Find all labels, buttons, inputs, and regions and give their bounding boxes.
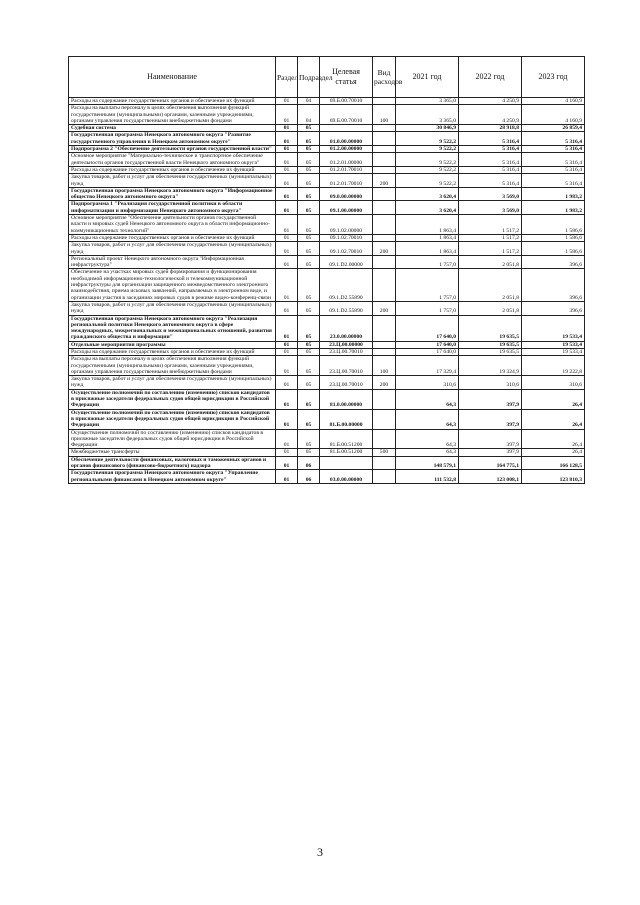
cell-razdel: 01 — [276, 187, 298, 201]
cell-vid — [373, 409, 396, 429]
cell-2023: 19 533,4 — [522, 315, 585, 341]
page-number: 3 — [317, 845, 323, 859]
cell-razdel: 01 — [276, 389, 298, 409]
cell-target — [320, 125, 373, 132]
cell-vid — [373, 315, 396, 341]
cell-name: Судебная система — [69, 125, 276, 132]
cell-vid — [373, 456, 396, 470]
cell-2022: 4 250,9 — [459, 98, 522, 105]
cell-vid — [373, 234, 396, 241]
cell-podrazdel: 05 — [298, 348, 320, 355]
cell-name: Государственная программа Ненецкого автономного округа "Реализация региональной политики Ненецкого автономного округа в сфере международных, межрегиональных и межнациональных отношений, развития гражданского общества и информации" — [69, 315, 276, 341]
cell-2022: 5 316,4 — [459, 174, 522, 188]
cell-2023: 166 128,5 — [522, 456, 585, 470]
cell-name: Осуществление полномочий по составлению (изменению) списков кандидатов в присяжные заседатели федеральных судов общей юрисдикции в Российской Федерации — [69, 409, 276, 429]
cell-2023: 1 983,2 — [522, 201, 585, 215]
cell-2023: 1 586,6 — [522, 234, 585, 241]
cell-2023: 5 316,4 — [522, 166, 585, 173]
cell-2022: 123 008,1 — [459, 470, 522, 484]
cell-2021: 30 846,9 — [396, 125, 459, 132]
table-row — [69, 201, 585, 215]
cell-name: Расходы на содержание государственных органов и обеспечение их функций — [69, 166, 276, 173]
cell-2021: 1 863,4 — [396, 242, 459, 256]
table-row — [69, 315, 585, 341]
cell-vid — [373, 255, 396, 269]
cell-2022: 2 051,8 — [459, 269, 522, 301]
cell-target: 23.Ц.00.00000 — [320, 341, 373, 348]
table-row — [69, 348, 585, 355]
cell-razdel: 01 — [276, 215, 298, 235]
cell-name: Основное мероприятие "Материально-техническое и транспортное обеспечение деятельности органов государственной власти Ненецкого автономного округа" — [69, 153, 276, 167]
cell-target: 01.2.01.00000 — [320, 153, 373, 167]
cell-2021: 1 757,0 — [396, 301, 459, 315]
cell-2021: 9 522,2 — [396, 146, 459, 153]
cell-name: Обеспечение на участках мировых судей формирования и функционирования необходимой информационно-технологической и телекоммуникационной инфраструктуры для организации защищенного межведомственного электронного взаимодействия, приема исковых заявлений, направляемых в электронном виде, и организации участия в заседаниях мировых судов в режиме видео-конференц-связи — [69, 269, 276, 301]
cell-podrazdel: 05 — [298, 341, 320, 348]
cell-target: 09.1.02.00000 — [320, 215, 373, 235]
header-2022: 2022 год — [459, 57, 522, 98]
cell-razdel: 01 — [276, 301, 298, 315]
cell-vid — [373, 201, 396, 215]
cell-2022: 28 918,8 — [459, 125, 522, 132]
cell-2023: 1 983,2 — [522, 187, 585, 201]
cell-podrazdel: 05 — [298, 409, 320, 429]
table-row — [69, 105, 585, 125]
cell-podrazdel: 05 — [298, 429, 320, 449]
cell-2021: 1 757,0 — [396, 269, 459, 301]
cell-podrazdel: 05 — [298, 449, 320, 456]
table-row — [69, 234, 585, 241]
table-row — [69, 98, 585, 105]
cell-2022: 1 517,2 — [459, 234, 522, 241]
table-row — [69, 166, 585, 173]
cell-vid: 200 — [373, 174, 396, 188]
cell-vid — [373, 125, 396, 132]
cell-2023: 5 316,4 — [522, 153, 585, 167]
table-row — [69, 389, 585, 409]
cell-podrazdel: 05 — [298, 356, 320, 376]
cell-target: 81.0.00.00000 — [320, 389, 373, 409]
cell-razdel: 01 — [276, 269, 298, 301]
cell-2023: 1 586,6 — [522, 215, 585, 235]
table-row — [69, 456, 585, 470]
cell-2021: 17 329,4 — [396, 356, 459, 376]
cell-name: Расходы на содержание государственных органов и обеспечение их функций — [69, 348, 276, 355]
cell-name: Закупка товаров, работ и услуг для обеспечения государственных (муниципальных) нужд — [69, 242, 276, 256]
cell-name: Основное мероприятие "Обеспечение деятельности органов государственной власти и мировых судей Ненецкого автономного округа в области информационно-коммуникационных технологий" — [69, 215, 276, 235]
cell-name: Расходы на выплаты персоналу в целях обеспечения выполнения функций государственными (муниципальными) органами, казенными учреждениями, органами управления государственными внебюджетными фондами — [69, 105, 276, 125]
cell-vid — [373, 146, 396, 153]
cell-podrazdel: 05 — [298, 166, 320, 173]
cell-2022: 397,9 — [459, 449, 522, 456]
cell-vid: 100 — [373, 356, 396, 376]
table-row — [69, 376, 585, 390]
cell-2021: 3 620,4 — [396, 201, 459, 215]
cell-name: Подпрограмма 2 "Обеспечение деятельности органов государственной власти" — [69, 146, 276, 153]
cell-podrazdel: 05 — [298, 315, 320, 341]
cell-vid: 200 — [373, 376, 396, 390]
cell-podrazdel: 06 — [298, 456, 320, 470]
cell-target: 23.Ц.00.70010 — [320, 376, 373, 390]
cell-razdel: 01 — [276, 456, 298, 470]
cell-2022: 5 316,4 — [459, 132, 522, 146]
cell-podrazdel: 05 — [298, 153, 320, 167]
cell-2021: 9 522,2 — [396, 153, 459, 167]
cell-vid — [373, 341, 396, 348]
cell-2022: 310,6 — [459, 376, 522, 390]
cell-2021: 64,3 — [396, 429, 459, 449]
table-row — [69, 449, 585, 456]
cell-target: 09.1.D2.55890 — [320, 269, 373, 301]
budget-table — [68, 56, 585, 484]
cell-2021: 17 640,0 — [396, 348, 459, 355]
cell-target: 69.Б.00.70010 — [320, 105, 373, 125]
cell-vid — [373, 470, 396, 484]
cell-target: 01.0.00.00000 — [320, 132, 373, 146]
cell-podrazdel: 05 — [298, 201, 320, 215]
cell-vid — [373, 132, 396, 146]
cell-podrazdel: 05 — [298, 146, 320, 153]
cell-2021: 1 757,0 — [396, 255, 459, 269]
cell-2021: 3 620,4 — [396, 187, 459, 201]
cell-target: 81.Б.00.51200 — [320, 429, 373, 449]
cell-podrazdel: 05 — [298, 215, 320, 235]
cell-name: Расходы на содержание государственных органов и обеспечение их функций — [69, 234, 276, 241]
cell-name: Региональный проект Ненецкого автономного округа "Информационная инфраструктура" — [69, 255, 276, 269]
cell-razdel: 01 — [276, 242, 298, 256]
table-row — [69, 255, 585, 269]
cell-vid: 200 — [373, 301, 396, 315]
cell-vid: 100 — [373, 105, 396, 125]
header-name: Наименование — [69, 57, 276, 98]
cell-2022: 1 517,2 — [459, 242, 522, 256]
cell-2023: 123 810,3 — [522, 470, 585, 484]
cell-vid — [373, 98, 396, 105]
cell-2023: 310,6 — [522, 376, 585, 390]
header-vid: Вид расходов — [373, 57, 396, 98]
cell-2021: 64,3 — [396, 449, 459, 456]
cell-2023: 19 533,4 — [522, 341, 585, 348]
cell-target: 23.0.00.00000 — [320, 315, 373, 341]
cell-2022: 19 635,5 — [459, 315, 522, 341]
table-row — [69, 409, 585, 429]
cell-name: Расходы на выплаты персоналу в целях обеспечения выполнения функций государственными (муниципальными) органами, казенными учреждениями, органами управления государственными внебюджетными фондами — [69, 356, 276, 376]
table-row — [69, 146, 585, 153]
cell-2021: 17 640,0 — [396, 315, 459, 341]
cell-razdel: 01 — [276, 201, 298, 215]
cell-razdel: 01 — [276, 174, 298, 188]
cell-2022: 397,9 — [459, 389, 522, 409]
cell-2023: 26,4 — [522, 449, 585, 456]
table-row — [69, 429, 585, 449]
cell-2022: 1 517,2 — [459, 215, 522, 235]
cell-2023: 19 222,8 — [522, 356, 585, 376]
header-2021: 2021 год — [396, 57, 459, 98]
cell-podrazdel: 05 — [298, 301, 320, 315]
cell-podrazdel: 05 — [298, 125, 320, 132]
table-row — [69, 132, 585, 146]
cell-2023: 5 316,4 — [522, 132, 585, 146]
cell-2022: 2 051,8 — [459, 255, 522, 269]
cell-target: 09.1.00.00000 — [320, 201, 373, 215]
cell-podrazdel: 05 — [298, 389, 320, 409]
cell-podrazdel: 05 — [298, 187, 320, 201]
cell-podrazdel: 04 — [298, 98, 320, 105]
cell-2021: 1 863,4 — [396, 215, 459, 235]
cell-vid: 500 — [373, 449, 396, 456]
cell-2023: 26,4 — [522, 409, 585, 429]
cell-2023: 5 316,4 — [522, 146, 585, 153]
cell-2022: 5 316,4 — [459, 153, 522, 167]
cell-razdel: 01 — [276, 105, 298, 125]
cell-2021: 3 365,0 — [396, 105, 459, 125]
cell-razdel: 01 — [276, 146, 298, 153]
cell-target: 09.0.00.00000 — [320, 187, 373, 201]
cell-2023: 26 859,4 — [522, 125, 585, 132]
cell-2023: 19 533,4 — [522, 348, 585, 355]
cell-podrazdel: 05 — [298, 376, 320, 390]
cell-vid — [373, 187, 396, 201]
cell-podrazdel: 05 — [298, 269, 320, 301]
table-header-row — [69, 57, 585, 98]
cell-name: Подпрограмма 1 "Реализация государственной политики в области информатизации и информизации Ненецкого автономного округа" — [69, 201, 276, 215]
table-row — [69, 242, 585, 256]
cell-name: Расходы на содержание государственных органов и обеспечение их функций — [69, 98, 276, 105]
cell-target: 23.Ц.00.70010 — [320, 356, 373, 376]
cell-target: 23.Ц.00.70010 — [320, 348, 373, 355]
cell-name: Закупка товаров, работ и услуг для обеспечения государственных (муниципальных) нужд — [69, 376, 276, 390]
cell-target: 69.Б.00.70010 — [320, 98, 373, 105]
cell-target: 03.0.00.00000 — [320, 470, 373, 484]
cell-2021: 17 640,0 — [396, 341, 459, 348]
cell-razdel: 01 — [276, 449, 298, 456]
cell-2021: 9 522,2 — [396, 166, 459, 173]
cell-2022: 397,9 — [459, 429, 522, 449]
cell-2022: 19 324,9 — [459, 356, 522, 376]
cell-2021: 148 579,1 — [396, 456, 459, 470]
cell-target: 09.1.02.70010 — [320, 234, 373, 241]
cell-razdel: 01 — [276, 341, 298, 348]
cell-2022: 19 635,5 — [459, 348, 522, 355]
cell-2022: 4 250,9 — [459, 105, 522, 125]
cell-2023: 1 586,6 — [522, 242, 585, 256]
cell-razdel: 01 — [276, 348, 298, 355]
header-podrazdel: Подраздел — [298, 57, 320, 98]
cell-razdel: 01 — [276, 132, 298, 146]
cell-podrazdel: 05 — [298, 132, 320, 146]
cell-2021: 1 863,4 — [396, 234, 459, 241]
cell-name: Закупка товаров, работ и услуг для обеспечения государственных (муниципальных) нужд — [69, 174, 276, 188]
cell-name: Обеспечение деятельности финансовых, налоговых и таможенных органов и органов финансового (финансово-бюджетного) надзора — [69, 456, 276, 470]
cell-razdel: 01 — [276, 315, 298, 341]
cell-razdel: 01 — [276, 409, 298, 429]
cell-vid — [373, 153, 396, 167]
cell-razdel: 01 — [276, 376, 298, 390]
cell-podrazdel: 06 — [298, 470, 320, 484]
table-row — [69, 269, 585, 301]
table-row — [69, 301, 585, 315]
cell-podrazdel: 05 — [298, 174, 320, 188]
cell-target: 09.1.D2.55890 — [320, 301, 373, 315]
cell-razdel: 01 — [276, 125, 298, 132]
cell-podrazdel: 04 — [298, 105, 320, 125]
cell-2023: 396,6 — [522, 255, 585, 269]
cell-vid — [373, 348, 396, 355]
cell-2023: 5 316,4 — [522, 174, 585, 188]
table-row — [69, 125, 585, 132]
cell-2022: 3 569,0 — [459, 187, 522, 201]
cell-target: 09.1.02.70010 — [320, 242, 373, 256]
budget-table-page — [68, 56, 584, 484]
cell-podrazdel: 05 — [298, 234, 320, 241]
cell-2023: 396,6 — [522, 269, 585, 301]
cell-name: Осуществление полномочий по составлению (изменению) списков кандидатов в присяжные заседатели федеральных судов общей юрисдикции в Российской Федерации — [69, 429, 276, 449]
cell-podrazdel: 05 — [298, 255, 320, 269]
cell-razdel: 01 — [276, 429, 298, 449]
cell-2021: 64,3 — [396, 389, 459, 409]
cell-2022: 5 316,4 — [459, 146, 522, 153]
header-target: Целевая статья — [320, 57, 373, 98]
cell-2023: 396,6 — [522, 301, 585, 315]
cell-2022: 3 569,0 — [459, 201, 522, 215]
cell-2021: 9 522,2 — [396, 132, 459, 146]
table-row — [69, 187, 585, 201]
cell-2021: 111 532,8 — [396, 470, 459, 484]
table-row — [69, 470, 585, 484]
cell-2023: 4 160,9 — [522, 98, 585, 105]
cell-2021: 9 522,2 — [396, 174, 459, 188]
cell-name: Осуществление полномочий по составлению (изменению) списков кандидатов в присяжные заседатели федеральных судов общей юрисдикции в Российской Федерации — [69, 389, 276, 409]
cell-2022: 397,9 — [459, 409, 522, 429]
cell-name: Межбюджетные трансферты — [69, 449, 276, 456]
cell-razdel: 01 — [276, 255, 298, 269]
cell-target: 81.Б.00.51200 — [320, 449, 373, 456]
cell-target: 81.Б.00.00000 — [320, 409, 373, 429]
cell-2022: 5 316,4 — [459, 166, 522, 173]
cell-name: Закупка товаров, работ и услуг для обеспечения государственных (муниципальных) нужд — [69, 301, 276, 315]
cell-target: 01.2.01.70010 — [320, 174, 373, 188]
cell-vid — [373, 215, 396, 235]
cell-razdel: 01 — [276, 470, 298, 484]
cell-name: Государственная программа Ненецкого автономного округа "Управление региональными финансами в Ненецком автономном округе" — [69, 470, 276, 484]
cell-target: 09.1.D2.00000 — [320, 255, 373, 269]
cell-name: Отдельные мероприятия программы — [69, 341, 276, 348]
cell-name: Государственная программа Ненецкого автономного округа "Информационное общество Ненецкого автономного округа" — [69, 187, 276, 201]
cell-vid — [373, 166, 396, 173]
table-row — [69, 174, 585, 188]
cell-2022: 2 051,8 — [459, 301, 522, 315]
cell-2022: 19 635,5 — [459, 341, 522, 348]
cell-razdel: 01 — [276, 98, 298, 105]
cell-razdel: 01 — [276, 356, 298, 376]
cell-target: 01.2.00.00000 — [320, 146, 373, 153]
cell-target: 01.2.01.70010 — [320, 166, 373, 173]
cell-2021: 310,6 — [396, 376, 459, 390]
cell-podrazdel: 05 — [298, 242, 320, 256]
cell-razdel: 01 — [276, 153, 298, 167]
cell-vid: 200 — [373, 242, 396, 256]
cell-name: Государственная программа Ненецкого автономного округа "Развитие государственного управления в Ненецком автономном округе" — [69, 132, 276, 146]
table-row — [69, 356, 585, 376]
cell-vid — [373, 429, 396, 449]
cell-2021: 3 365,0 — [396, 98, 459, 105]
cell-razdel: 01 — [276, 234, 298, 241]
cell-razdel: 01 — [276, 166, 298, 173]
table-body — [69, 98, 585, 484]
cell-2023: 26,4 — [522, 389, 585, 409]
cell-2023: 26,4 — [522, 429, 585, 449]
header-2023: 2023 год — [522, 57, 585, 98]
table-row — [69, 153, 585, 167]
table-row — [69, 341, 585, 348]
table-row — [69, 215, 585, 235]
cell-2023: 4 160,9 — [522, 105, 585, 125]
cell-2021: 64,3 — [396, 409, 459, 429]
cell-vid — [373, 269, 396, 301]
cell-2022: 164 775,1 — [459, 456, 522, 470]
header-razdel: Раздел — [276, 57, 298, 98]
cell-vid — [373, 389, 396, 409]
cell-target — [320, 456, 373, 470]
